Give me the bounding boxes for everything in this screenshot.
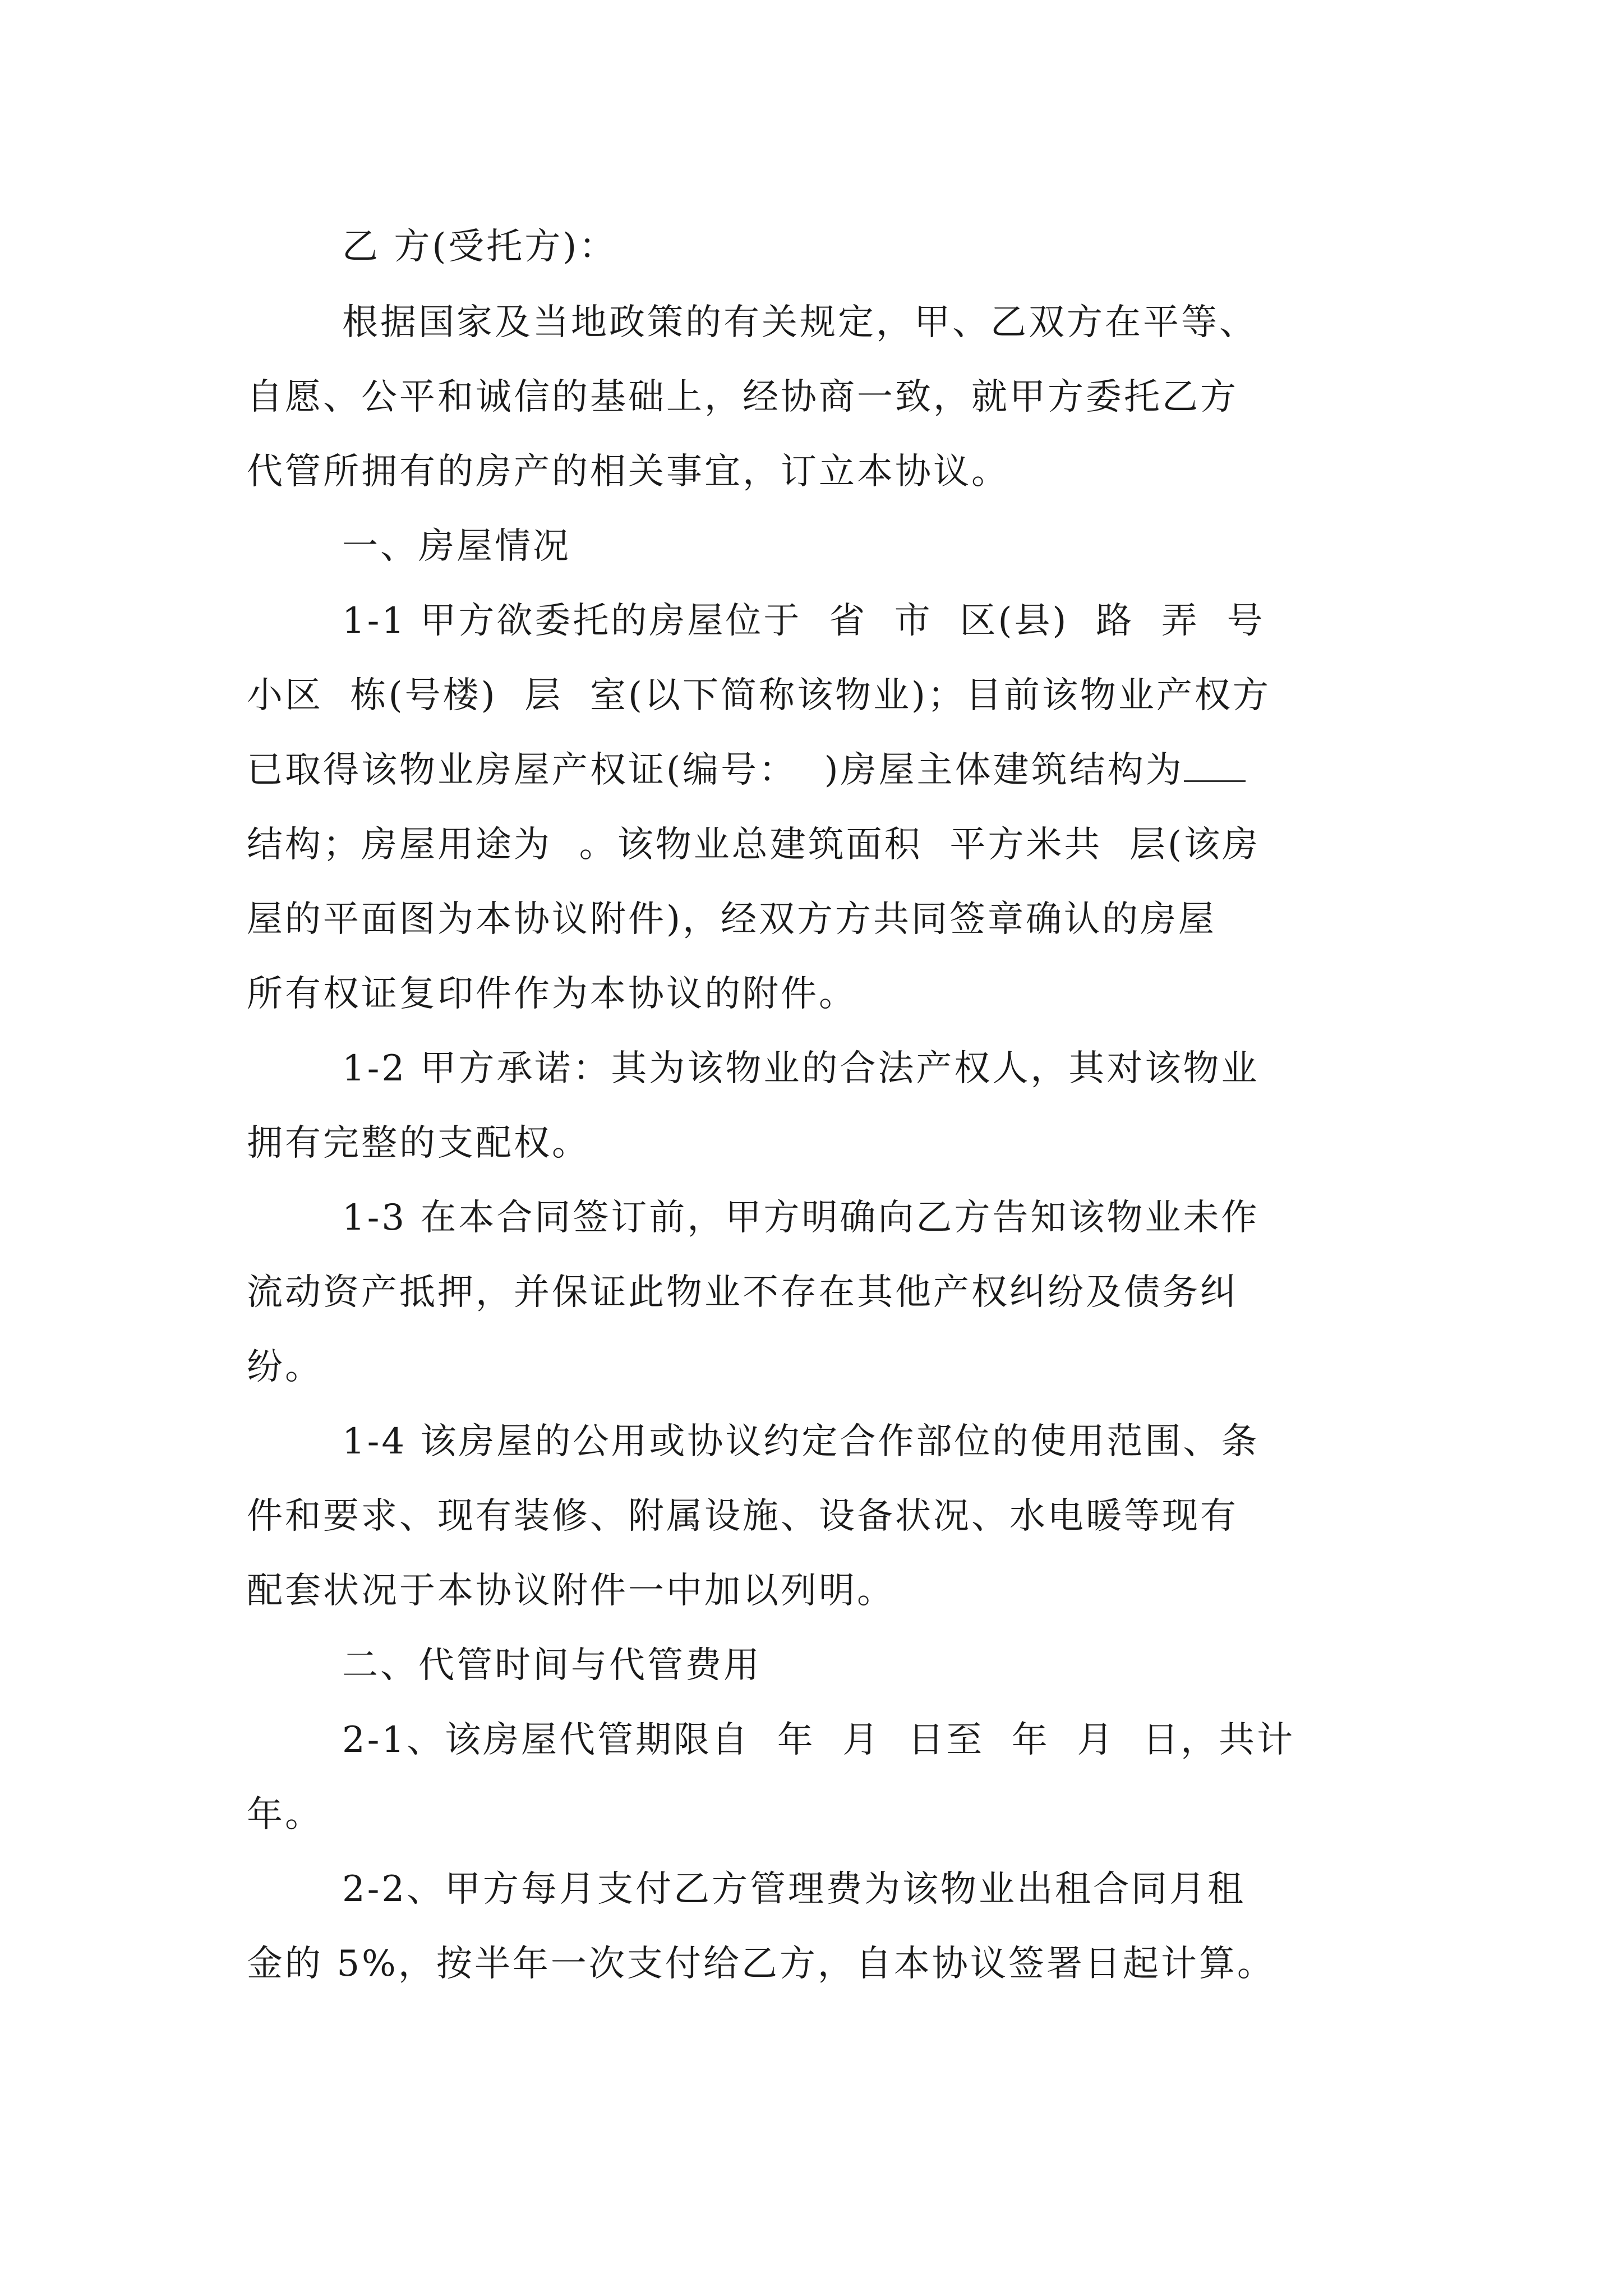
paragraph-line: 流动资产抵押，并保证此物业不存在其他产权纠纷及债务纠: [247, 1272, 1238, 1313]
paragraph-line: 2-2、甲方每月支付乙方管理费为该物业出租合同月租: [342, 1869, 1246, 1910]
paragraph-line: 纷。: [247, 1346, 323, 1388]
party-b-line: 乙 方(受托方)：: [342, 226, 617, 268]
paragraph-line: 自愿、公平和诚信的基础上，经协商一致，就甲方委托乙方: [247, 376, 1238, 418]
paragraph-line: 2-1、该房屋代管期限自 年 月 日至 年 月 日，共计: [342, 1719, 1295, 1761]
paragraph-line: 屋的平面图为本协议附件)，经双方方共同签章确认的房屋: [247, 899, 1216, 940]
paragraph-line-text: 已取得该物业房屋产权证(编号： )房屋主体建筑结构为: [247, 749, 1184, 791]
paragraph-line: 1-4 该房屋的公用或协议约定合作部位的使用范围、条: [342, 1421, 1260, 1462]
paragraph-line: 代管所拥有的房产的相关事宜，订立本协议。: [247, 451, 1009, 493]
paragraph-line: 小区 栋(号楼) 层 室(以下简称该物业)；目前该物业产权方: [247, 675, 1271, 716]
fill-in-blank: [1184, 749, 1246, 782]
paragraph-line: 拥有完整的支配权。: [247, 1122, 590, 1164]
paragraph-line: 1-3 在本合同签订前，甲方明确向乙方告知该物业未作: [342, 1197, 1260, 1239]
section-heading: 一、房屋情况: [342, 526, 571, 567]
paragraph-line: 配套状况于本协议附件一中加以列明。: [247, 1570, 895, 1612]
paragraph-line: 所有权证复印件作为本协议的附件。: [247, 973, 857, 1015]
paragraph-line: 件和要求、现有装修、附属设施、设备状况、水电暖等现有: [247, 1496, 1238, 1537]
paragraph-line: 1-2 甲方承诺：其为该物业的合法产权人，其对该物业: [342, 1048, 1260, 1089]
paragraph-line: 结构；房屋用途为 。该物业总建筑面积 平方米共 层(该房: [247, 824, 1261, 866]
paragraph-line: 根据国家及当地政策的有关规定，甲、乙双方在平等、: [342, 302, 1257, 343]
paragraph-line: 1-1 甲方欲委托的房屋位于 省 市 区(县) 路 弄 号: [342, 600, 1265, 642]
section-heading: 二、代管时间与代管费用: [342, 1645, 762, 1686]
paragraph-line: [247, 745, 1246, 795]
paragraph-line: 年。: [247, 1794, 323, 1835]
paragraph-line: 金的 5%，按半年一次支付给乙方，自本协议签署日起计算。: [247, 1943, 1275, 1985]
